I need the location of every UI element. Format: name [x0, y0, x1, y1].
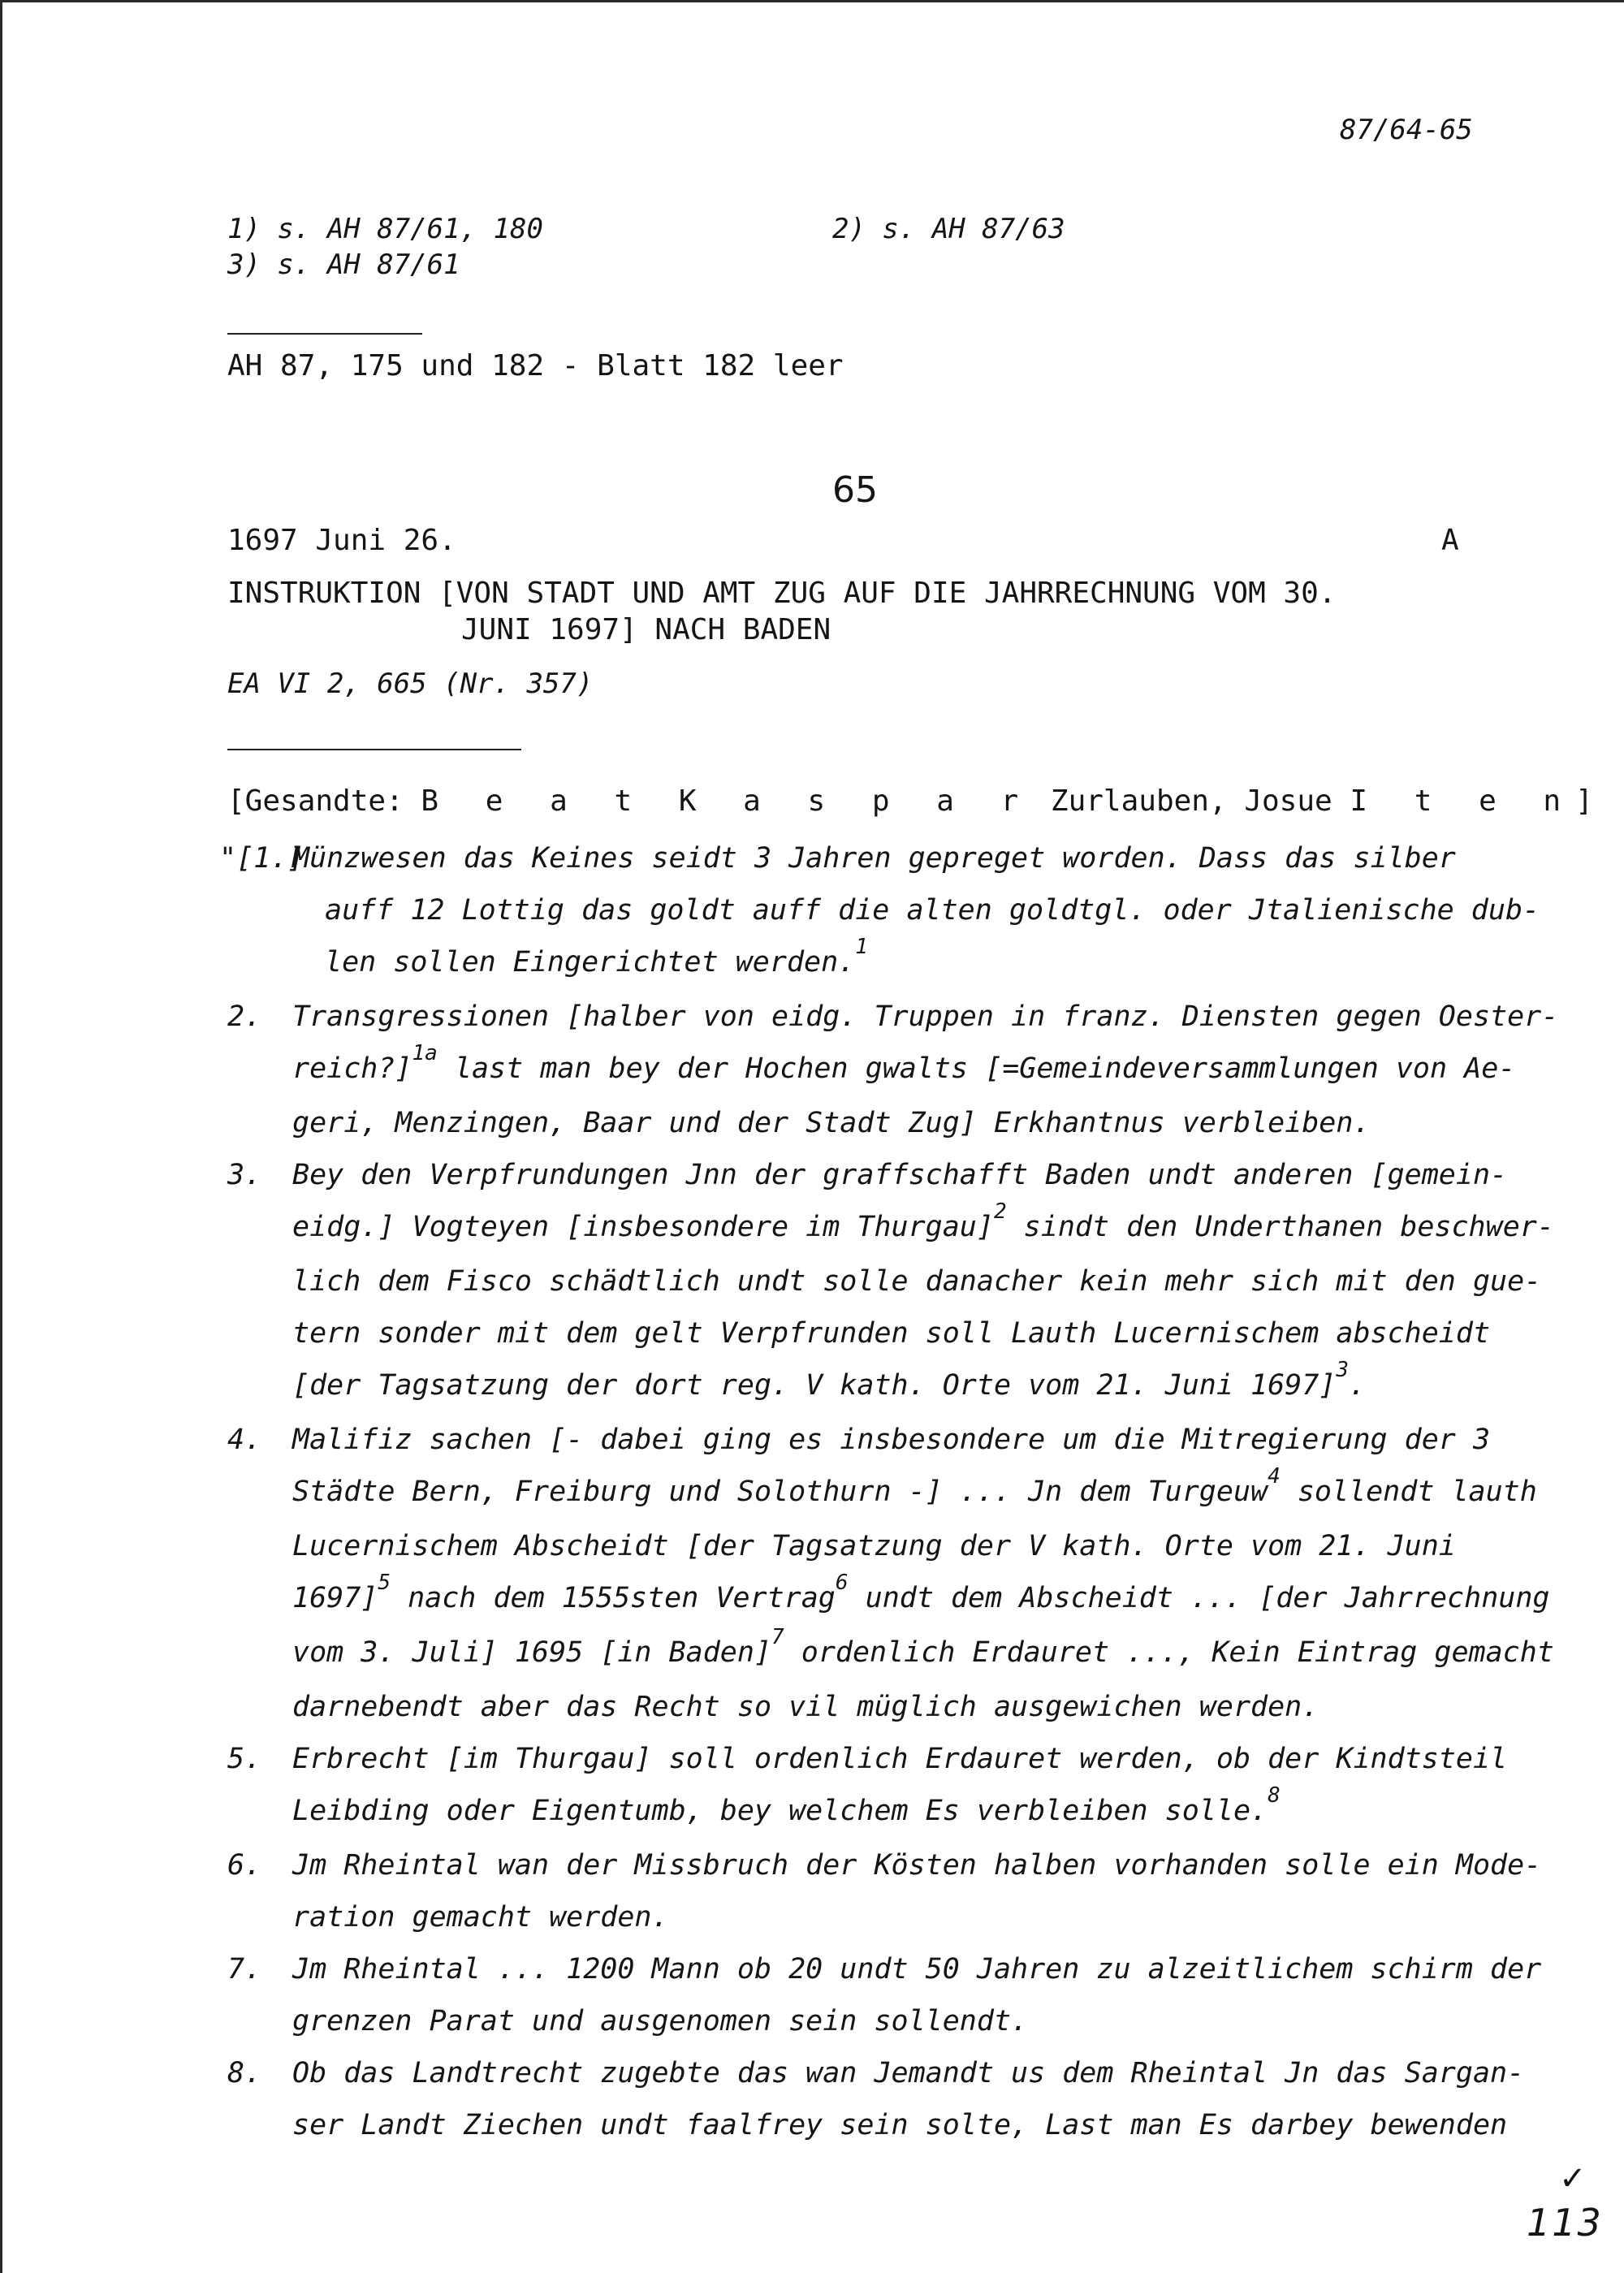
item-line [292, 1199, 1554, 1255]
header-divider [227, 749, 521, 750]
line-text-continued: nach dem 1555sten Vertrag [391, 1582, 836, 1614]
item-number: 8. [227, 2057, 262, 2089]
line-text: Jm Rheintal wan der Missbruch der Kösten halben vorhanden solle ein Mode- [292, 1849, 1542, 1882]
line-text: Münzwesen das Keines seidt 3 Jahren gepreget worden. Dass das silber [292, 842, 1456, 875]
item-number: 2. [227, 1000, 262, 1033]
instruction-item [227, 1733, 1518, 1839]
footnote-marker: 1a [412, 1041, 438, 1065]
line-text: 1697] [292, 1582, 378, 1614]
item-line [292, 832, 1518, 884]
item-line [292, 1785, 1518, 1839]
handwritten-check-mark: ✓ [1559, 2160, 1587, 2197]
instruction-items [219, 832, 1559, 2151]
item-line [292, 1891, 1518, 1943]
item-line [292, 1097, 1518, 1149]
item-line [292, 1414, 1518, 1466]
footnote-marker: 1 [855, 935, 868, 959]
item-line [292, 1520, 1518, 1572]
edition-reference: EA VI 2, 665 (Nr. 357) [227, 668, 594, 700]
item-line [292, 936, 1518, 991]
document-title-line-2: JUNI 1697] NACH BADEN [461, 613, 831, 646]
footnote-marker: 5 [378, 1571, 391, 1595]
item-line [292, 1571, 1550, 1627]
item-line [292, 1149, 1518, 1201]
line-text: ser Landt Ziechen undt faalfrey sein solte, Last man Es darbey bewenden [292, 2109, 1508, 2141]
line-text: [der Tagsatzung der dort reg. V kath. Orte vom 21. Juni 1697] [292, 1369, 1337, 1402]
envoys-prefix: [Gesandte: [227, 784, 421, 818]
line-text: Lucernischem Abscheidt [der Tagsatzung der V kath. Orte vom 21. Juni [292, 1530, 1456, 1562]
item-line [292, 1943, 1542, 1995]
footnote-marker: 6 [835, 1571, 849, 1595]
instruction-item [219, 832, 1540, 991]
line-text: ration gemacht werden. [292, 1901, 669, 1934]
document-date: 1697 Juni 26. [227, 524, 456, 557]
line-text-continued: ordenlich Erdauret ..., Kein Eintrag gemacht [784, 1636, 1554, 1669]
line-text-continued: . [1349, 1369, 1367, 1402]
scan-edge-left [0, 0, 2, 2273]
item-number: 5. [227, 1743, 262, 1775]
scan-edge-top [0, 0, 1624, 2]
line-text-continued: sollendt lauth [1280, 1476, 1537, 1508]
line-text: Malifiz sachen [- dabei ging es insbesondere um die Mitregierung der 3 [292, 1424, 1491, 1456]
envoys-line [227, 784, 1593, 818]
line-text: reich?] [292, 1052, 412, 1085]
item-line [292, 1359, 1518, 1414]
envoy-first-rest: Zurlauben, Josue [1033, 784, 1350, 818]
item-line [292, 1625, 1554, 1681]
page-reference: 87/64-65 [1340, 114, 1473, 146]
instruction-item [227, 1414, 1554, 1733]
line-text-continued: sindt den Underthanen beschwer- [1006, 1211, 1554, 1243]
item-line [292, 1839, 1542, 1891]
instruction-item [227, 1839, 1542, 1943]
item-line [292, 991, 1559, 1043]
footnote-marker: 8 [1268, 1783, 1281, 1808]
item-number: 7. [227, 1953, 262, 1986]
item-line [292, 2047, 1525, 2099]
item-line [292, 1307, 1518, 1359]
line-text: Städte Bern, Freiburg und Solothurn -] ... Jn dem Turgeuw [292, 1476, 1268, 1508]
variant-letter: A [1441, 524, 1459, 557]
line-text-continued: last man bey der Hochen gwalts [=Gemeindeversammlungen von Ae- [437, 1052, 1516, 1085]
instruction-item [227, 1149, 1554, 1414]
instruction-item [227, 991, 1559, 1149]
line-text-continued: undt dem Abscheidt ... [der Jahrrechnung [848, 1582, 1550, 1614]
item-line [292, 884, 1540, 936]
footnote-1: 1) s. AH 87/61, 180 [227, 213, 543, 245]
envoys-suffix: ] [1575, 784, 1593, 818]
item-line [292, 1043, 1518, 1097]
line-text: geri, Menzingen, Baar und der Stadt Zug] Erkhantnus verbleiben. [292, 1107, 1371, 1139]
line-text: Transgressionen [halber von eidg. Truppen in franz. Diensten gegen Oester- [292, 1000, 1559, 1033]
instruction-item [227, 1943, 1542, 2047]
footnote-2: 2) s. AH 87/63 [832, 213, 1065, 245]
line-text: darnebendt aber das Recht so vil müglich ausgewichen werden. [292, 1691, 1320, 1723]
item-number: "[1.] [219, 842, 305, 875]
footnote-marker: 7 [771, 1625, 784, 1649]
instruction-item [227, 2047, 1525, 2151]
line-text: Bey den Verpfrundungen Jnn der graffschafft Baden undt anderen [gemein- [292, 1159, 1508, 1191]
item-line [292, 2099, 1518, 2151]
envoy-second-spaced: I t e n [1350, 784, 1576, 818]
line-text: tern sonder mit dem gelt Verpfrunden soll Lauth Lucernischem abscheidt [292, 1317, 1491, 1350]
line-text: Ob das Landtrecht zugebte das wan Jemandt us dem Rheintal Jn das Sargan- [292, 2057, 1525, 2089]
item-line [292, 1255, 1542, 1307]
line-text: Erbrecht [im Thurgau] soll ordenlich Erdauret werden, ob der Kindtsteil [292, 1743, 1508, 1775]
line-text: grenzen Parat und ausgenomen sein sollendt. [292, 2005, 1029, 2037]
item-line [292, 1995, 1518, 2047]
document-number: 65 [832, 469, 878, 511]
line-text: eidg.] Vogteyen [insbesondere im Thurgau] [292, 1211, 994, 1243]
source-line: AH 87, 175 und 182 - Blatt 182 leer [227, 349, 844, 382]
item-line [292, 1464, 1537, 1520]
item-number: 4. [227, 1424, 262, 1456]
item-line [292, 1733, 1518, 1785]
line-text: Leibding oder Eigentumb, bey welchem Es verbleiben solle. [292, 1795, 1268, 1827]
document-title-line-1: INSTRUKTION [VON STADT UND AMT ZUG AUF DIE JAHRRECHNUNG VOM 30. [227, 577, 1337, 610]
footnote-marker: 4 [1268, 1464, 1281, 1489]
line-text: lich dem Fisco schädtlich undt solle danacher kein mehr sich mit den gue- [292, 1265, 1542, 1298]
line-text: vom 3. Juli] 1695 [in Baden] [292, 1636, 772, 1669]
handwritten-folio-number: 113 [1527, 2201, 1603, 2245]
footnote-divider [227, 333, 422, 335]
envoy-first-spaced: B e a t K a s p a r [421, 784, 1034, 818]
item-line [292, 1681, 1518, 1733]
line-text: auff 12 Lottig das goldt auff die alten goldtgl. oder Jtalienische dub- [325, 894, 1540, 927]
footnote-marker: 2 [993, 1199, 1007, 1224]
footnote-marker: 3 [1336, 1358, 1350, 1382]
item-number: 6. [227, 1849, 262, 1882]
item-number: 3. [227, 1159, 262, 1191]
line-text: Jm Rheintal ... 1200 Mann ob 20 undt 50 Jahren zu alzeitlichem schirm der [292, 1953, 1542, 1986]
footnote-3: 3) s. AH 87/61 [227, 248, 460, 281]
line-text: len sollen Eingerichtet werden. [325, 946, 856, 979]
